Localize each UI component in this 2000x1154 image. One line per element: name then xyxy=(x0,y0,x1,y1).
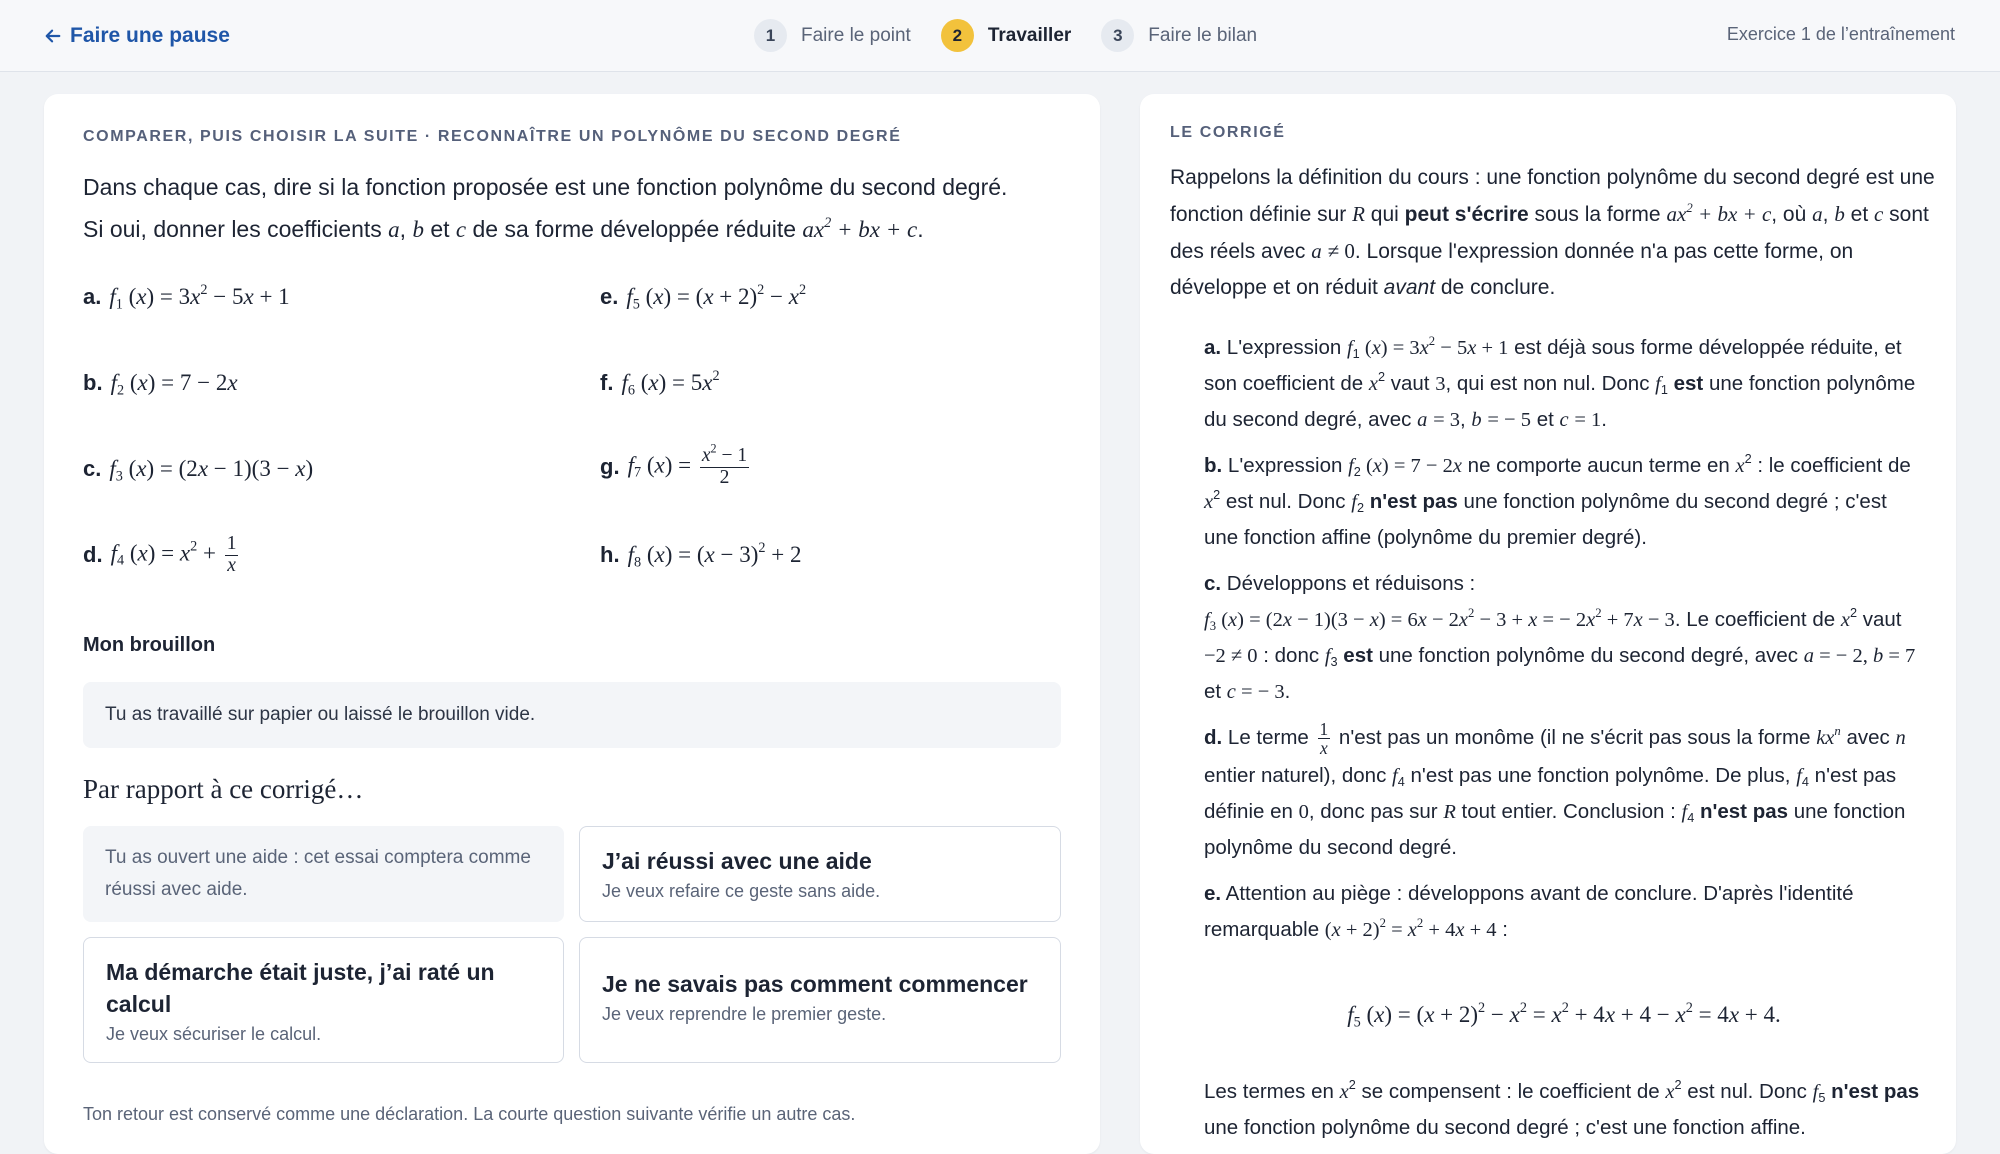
option-rate-un-calcul-button[interactable] xyxy=(83,937,564,1063)
intro-line-2-end: de sa forme développée réduite xyxy=(466,216,803,242)
option-subtitle: Je veux refaire ce geste sans aide. xyxy=(602,881,881,901)
step-number: 3 xyxy=(1101,19,1134,52)
function-item-d xyxy=(83,534,241,576)
function-expression: $f_2$ (x) = 7 − 2x xyxy=(110,370,238,399)
exercise-card xyxy=(44,94,1100,1154)
option-title: J’ai réussi avec une aide xyxy=(602,848,872,874)
draft-content: Tu as travaillé sur papier ou laissé le brouillon vide. xyxy=(105,704,536,725)
draft-title: Mon brouillon xyxy=(83,634,216,656)
correction-c: c. Développons et réduisons : $f_3$ $(x) = (2x - 1)(3 - x) = 6x - 2x^2 - 3 + x$ = − $2x^2 + 7x - 3$. Le coefficient de $x^2$ vaut −2 ≠ 0 : donc $f_3$ est une fonction polynôme du second degré, avec a = − 2, b = 7 et c = − 3. xyxy=(1204,572,1916,703)
coef-b: b xyxy=(412,217,424,242)
correction-b: b. L'expression $f_2$ (x) = 7 − 2x ne comporte aucun terme en $x^2$ : le coefficient de $x^2$ est nul. Donc $f_2$ n'est pas une fonction polynôme du second degré ; c'est une fonction affine (polynôme du premier degré). xyxy=(1204,451,1911,549)
correction-a: a. L'expression $f_1$ $(x) = 3x^2 - 5x + 1$ est déjà sous forme développée réduite, et son coefficient de $x^2$ vaut 3, qui est non nul. Donc $f_1$ est une fonction polynôme du second degré, avec a = 3, b = − 5 et c = 1. xyxy=(1204,334,1916,431)
function-expression: $f_8$ $(x) = (x - 3)^2 + 2$ xyxy=(627,540,802,571)
correction-e-conclusion: Les termes en $x^2$ se compensent : le coefficient de $x^2$ est nul. Donc $f_5$ n'est pas une fonction polynôme du second degré ; c'est une fonction affine. xyxy=(1204,1077,1920,1139)
item-label: h. xyxy=(600,542,620,567)
item-label: c. xyxy=(83,456,102,481)
step-faire-le-point[interactable] xyxy=(754,19,911,52)
function-item-a xyxy=(83,282,290,313)
function-item-h xyxy=(600,540,802,571)
correction-e-equation: $f_5$ $(x) = (x + 2)^2 - x^2 = x^2 + 4x + 4 - x^2 = 4x + 4$. xyxy=(1347,1000,1781,1031)
arrow-left-icon xyxy=(44,27,62,45)
comma: , xyxy=(399,216,413,242)
option-reussi-avec-aide-button[interactable] xyxy=(579,826,1061,922)
step-label: Faire le point xyxy=(801,24,911,46)
step-number: 1 xyxy=(754,19,787,52)
pause-button[interactable] xyxy=(44,22,230,50)
function-item-f xyxy=(600,368,720,399)
step-label: Faire le bilan xyxy=(1148,24,1258,46)
function-expression: $f_4$ $(x) = x^2$ + $\frac{1}{x}$ xyxy=(110,533,237,576)
function-expression: $f_5$ $(x) = (x + 2)^2 - x^2$ xyxy=(626,282,807,313)
step-travailler[interactable] xyxy=(941,19,1071,52)
top-bar xyxy=(0,0,2000,72)
option-title: Je ne savais pas comment commencer xyxy=(602,971,1028,997)
step-number: 2 xyxy=(941,19,974,52)
item-label: a. xyxy=(83,284,102,309)
function-item-g xyxy=(600,441,752,488)
et: et xyxy=(423,216,456,242)
option-subtitle: Je veux sécuriser le calcul. xyxy=(106,1024,322,1044)
function-expression: $f_7$ (x) = $\frac{x^2 - 1}{2}$ xyxy=(627,441,748,488)
intro-line-1: Dans chaque cas, dire si la fonction proposée est une fonction polynôme du second degré. xyxy=(83,174,1008,200)
correction-e: e. Attention au piège : développons avant de conclure. D'après l'identité remarquable $(x + 2)^2 = x^2 + 4x + 4$ : xyxy=(1204,882,1854,941)
exercise-kicker: COMPARER, PUIS CHOISIR LA SUITE · RECONNAÎTRE UN POLYNÔME DU SECOND DEGRÉ xyxy=(83,128,902,145)
draft-area[interactable] xyxy=(83,682,1061,748)
correction-card xyxy=(1140,94,1956,1154)
item-label: g. xyxy=(600,454,620,480)
option-subtitle: Je veux reprendre le premier geste. xyxy=(602,1004,887,1024)
exercise-counter: Exercice 1 de l’entraînement xyxy=(1726,24,1955,44)
pause-label: Faire une pause xyxy=(70,24,230,47)
coef-c: c xyxy=(455,217,467,242)
function-item-b xyxy=(83,370,238,399)
correction-kicker: LE CORRIGÉ xyxy=(1170,124,1286,141)
correction-d: d. Le terme $\frac{1}{x}$ n'est pas un monôme (il ne s'écrit pas sous la forme $kx^n$ avec n entier naturel), donc $f_4$ n'est pas une fonction polynôme. De plus, $f_4$ n'est pas définie en 0, donc pas sur R tout entier. Conclusion : $f_4$ n'est pas une fonction polynôme du second degré. xyxy=(1204,719,1906,859)
feedback-footer-note: Ton retour est conservé comme une déclaration. La courte question suivante vérifie un autre cas. xyxy=(83,1104,856,1124)
step-progress xyxy=(754,19,1287,52)
help-used-note xyxy=(83,826,564,922)
step-faire-le-bilan[interactable] xyxy=(1101,19,1257,52)
function-item-e xyxy=(600,282,807,313)
item-label: b. xyxy=(83,370,103,395)
general-form: $ax^2$ + bx + c xyxy=(802,215,918,242)
correction-intro: Rappelons la définition du cours : une fonction polynôme du second degré est une fonction définie sur R qui peut s'écrire sous la forme $ax^2$ + bx + c, où a, b et c sont des réels avec a ≠ 0. Lorsque l'expression donnée n'a pas cette forme, on développe et on réduit avant de conclure. xyxy=(1170,166,1935,299)
option-title: Ma démarche était juste, j’ai raté un calcul xyxy=(106,959,495,1017)
item-label: d. xyxy=(83,542,103,568)
feedback-title: Par rapport à ce corrigé… xyxy=(83,774,364,804)
option-comment-commencer-button[interactable] xyxy=(579,937,1061,1063)
exercise-statement: Dans chaque cas, dire si la fonction proposée est une fonction polynôme du second degré. Si oui, donner les coefficients a, b et c de sa forme développée réduite $ax^2$ + bx + c. xyxy=(83,174,1008,242)
step-label: Travailler xyxy=(987,24,1072,46)
function-expression: $f_3$ (x) = (2x − 1)(3 − x) xyxy=(109,456,314,485)
item-label: e. xyxy=(600,284,619,309)
coef-a: a xyxy=(388,217,400,242)
item-label: f. xyxy=(600,370,614,395)
help-note-text: Tu as ouvert une aide : cet essai comptera comme réussi avec aide. xyxy=(105,847,531,900)
function-item-c xyxy=(83,456,314,485)
function-expression: $f_6$ $(x) = 5x^2$ xyxy=(621,368,720,399)
function-expression: $f_1$ $(x) = 3x^2 - 5x + 1$ xyxy=(109,282,290,313)
intro-line-2: Si oui, donner les coefficients xyxy=(83,216,389,242)
